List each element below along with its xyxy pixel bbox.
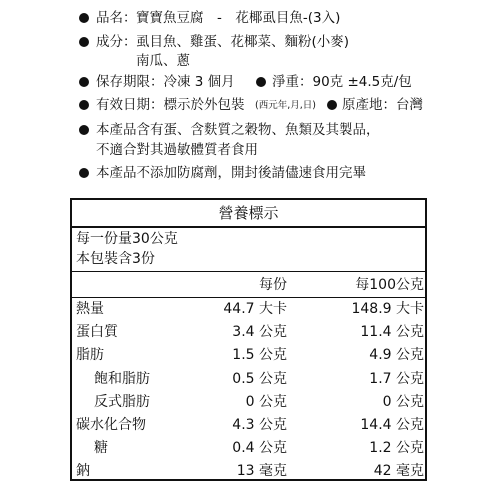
product-name-value: 寶寶魚豆腐 - 花椰虱目魚-(3入): [136, 10, 341, 26]
per-serving-value: 4.3 公克: [232, 417, 287, 433]
preservative-text: 本產品不添加防腐劑，開封後請儘速食用完畢: [96, 165, 366, 181]
per-serving-value: 13 毫克: [236, 463, 287, 480]
nutrient-name: 糖: [94, 440, 108, 457]
nutrient-name: 脂肪: [76, 347, 104, 364]
servings-per-pack: 本包裝含3份: [76, 251, 155, 267]
allergen-line2: 不適合對其過敏體質者食用: [96, 142, 258, 158]
nutrient-name: 熱量: [76, 301, 104, 317]
per-serving-value: 0 公克: [245, 393, 287, 410]
per-serving-value: 44.7 大卡: [223, 301, 287, 317]
bullet-icon: [256, 77, 266, 87]
per-serving-value: 0.4 公克: [232, 440, 287, 457]
per-100g-value: 4.9 公克: [369, 347, 424, 364]
product-name-label: 品名：: [96, 10, 137, 26]
nutrient-name: 蛋白質: [76, 324, 118, 341]
net-weight-text: 淨重：90克 ±4.5克/包: [272, 74, 412, 90]
divider: [72, 297, 425, 298]
ingredients-value-line1: 虱目魚、雞蛋、花椰菜、麵粉(小麥): [136, 34, 350, 50]
nutrition-title: 營養標示: [218, 204, 279, 222]
bullet-icon: [79, 13, 89, 23]
bullet-icon: [327, 100, 337, 110]
serving-size: 每一份量30公克: [76, 231, 178, 247]
storage-text: 保存期限：冷凍 3 個月: [96, 74, 235, 90]
col-header-per-serving: 每份: [259, 277, 287, 293]
col-header-per-100g: 每100公克: [355, 277, 424, 293]
per-100g-value: 148.9 大卡: [351, 301, 424, 317]
per-100g-value: 14.4 公克: [360, 417, 424, 433]
divider: [72, 271, 425, 272]
bullet-icon: [79, 168, 89, 178]
expiry-date-format-note: (西元年,月,日): [255, 100, 316, 111]
per-serving-value: 0.5 公克: [232, 370, 287, 387]
nutrient-name: 飽和脂肪: [94, 370, 150, 387]
nutrition-facts-panel: [70, 198, 427, 481]
bullet-icon: [79, 77, 89, 87]
divider: [72, 226, 425, 228]
expiry-text: 有效日期：標示於外包裝: [96, 97, 245, 113]
per-100g-value: 11.4 公克: [360, 324, 424, 341]
per-100g-value: 0 公克: [382, 393, 424, 410]
allergen-line1: 本產品含有蛋、含麩質之穀物、魚類及其製品，: [96, 122, 380, 138]
per-100g-value: 1.7 公克: [369, 370, 424, 387]
per-serving-value: 1.5 公克: [232, 347, 287, 364]
per-100g-value: 1.2 公克: [369, 440, 424, 457]
origin-text: 原產地：台灣: [342, 97, 423, 113]
ingredients-label: 成分：: [96, 34, 137, 50]
nutrient-name: 鈉: [76, 463, 90, 480]
bullet-icon: [79, 100, 89, 110]
bullet-icon: [79, 125, 89, 135]
nutrient-name: 反式脂肪: [94, 393, 150, 410]
nutrient-name: 碳水化合物: [76, 417, 146, 433]
ingredients-value-line2: 南瓜、蔥: [136, 53, 190, 69]
bullet-icon: [79, 37, 89, 47]
per-100g-value: 42 毫克: [373, 463, 424, 480]
per-serving-value: 3.4 公克: [232, 324, 287, 341]
